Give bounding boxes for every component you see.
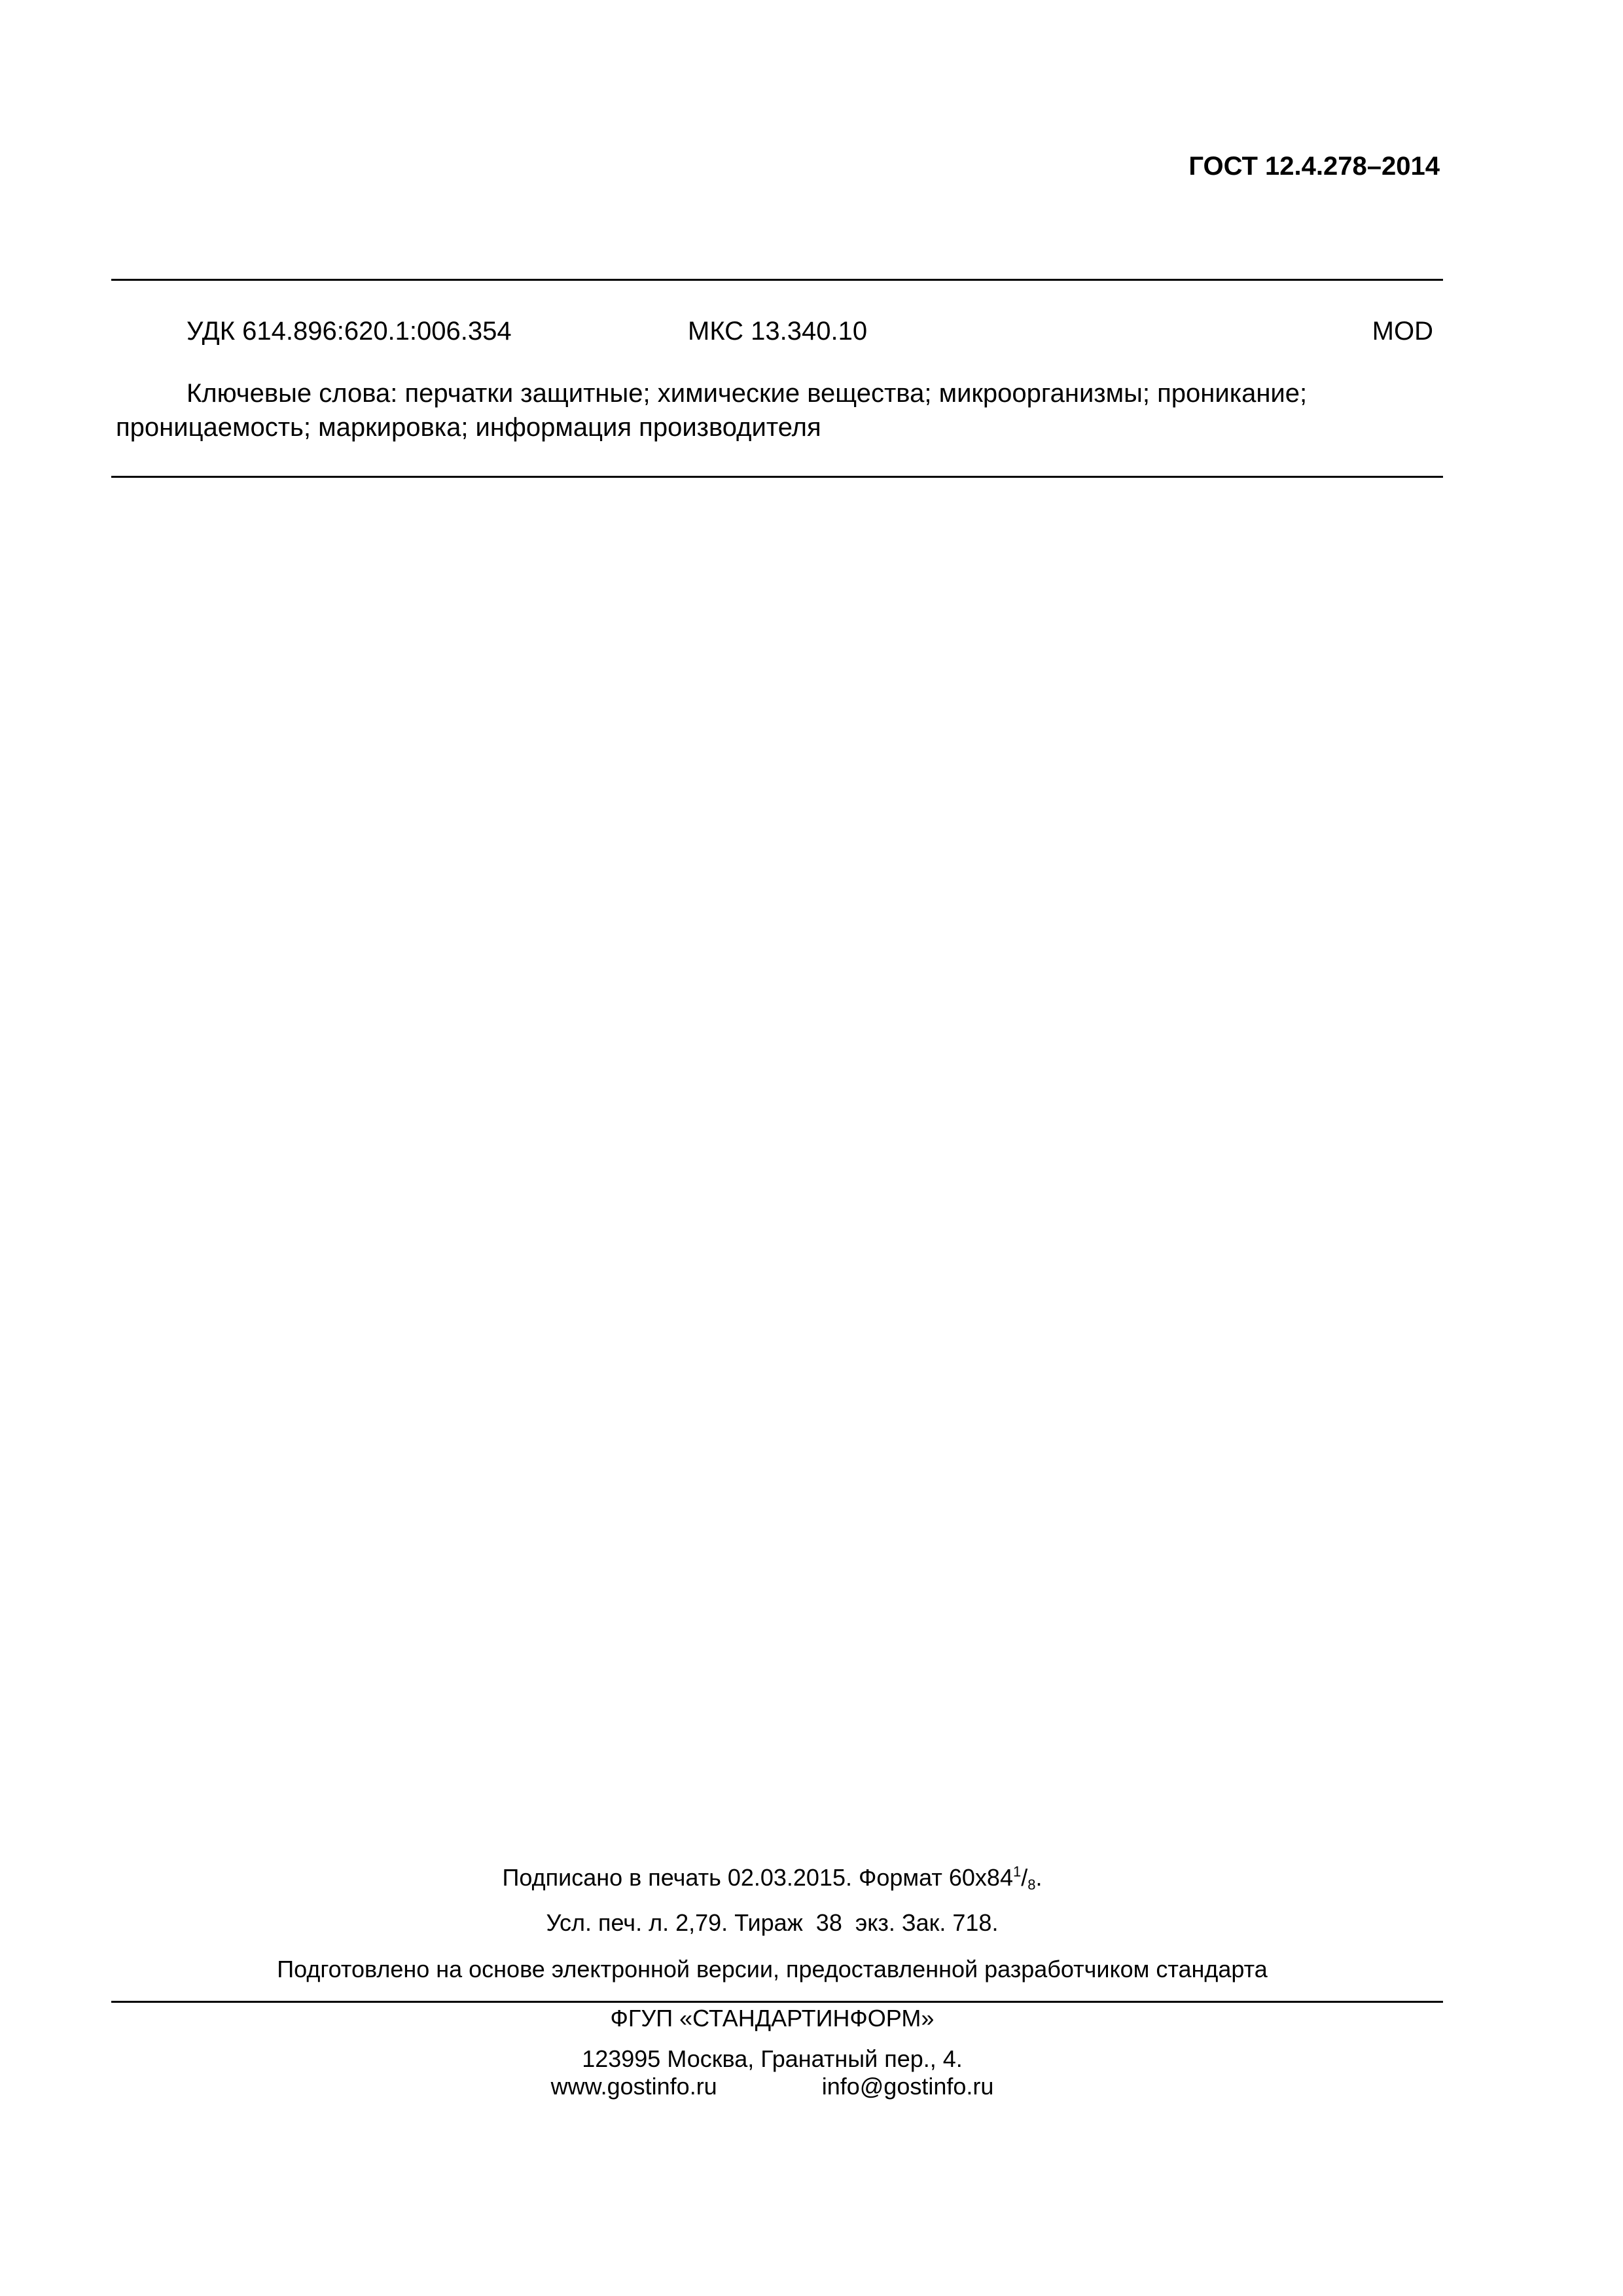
udk-code: УДК 614.896:620.1:006.354 [187, 317, 512, 346]
signed-for-print [0, 1864, 1544, 1892]
prepared-note: Подготовлено на основе электронной версии, предоставленной разработчиком стандарта [277, 1956, 1268, 1982]
publisher-name: ФГУП «СТАНДАРТИНФОРМ» [610, 2005, 935, 2032]
correspondence-degree: MOD [1372, 317, 1433, 346]
print-info: Усл. печ. л. 2,79. Тираж 38 экз. Зак. 718. [546, 1909, 999, 1936]
publisher-contacts [0, 2073, 1544, 2100]
website-link[interactable]: www.gostinfo.ru [550, 2073, 717, 2100]
imprint-divider [111, 2001, 1443, 2003]
signed-text: Подписано в печать 02.03.2015. Формат 60x84 [502, 1864, 1013, 1891]
publisher-address: 123995 Москва, Гранатный пер., 4. [582, 2045, 963, 2072]
email-link[interactable]: info@gostinfo.ru [821, 2073, 994, 2100]
keywords-paragraph [116, 376, 1438, 444]
keywords-line-1: Ключевые слова: перчатки защитные; химические вещества; микроорганизмы; проникание; [187, 379, 1308, 408]
standard-code: ГОСТ 12.4.278–2014 [1188, 152, 1440, 181]
format-end: . [1035, 1864, 1043, 1891]
keywords-line-2: проницаемость; маркировка; информация производителя [116, 413, 821, 442]
top-divider [111, 279, 1443, 281]
mks-code: МКС 13.340.10 [688, 317, 868, 346]
keywords-divider [111, 476, 1443, 478]
format-slash: / [1021, 1864, 1028, 1891]
format-subscript: 8 [1027, 1876, 1036, 1893]
format-superscript: 1 [1012, 1863, 1022, 1880]
